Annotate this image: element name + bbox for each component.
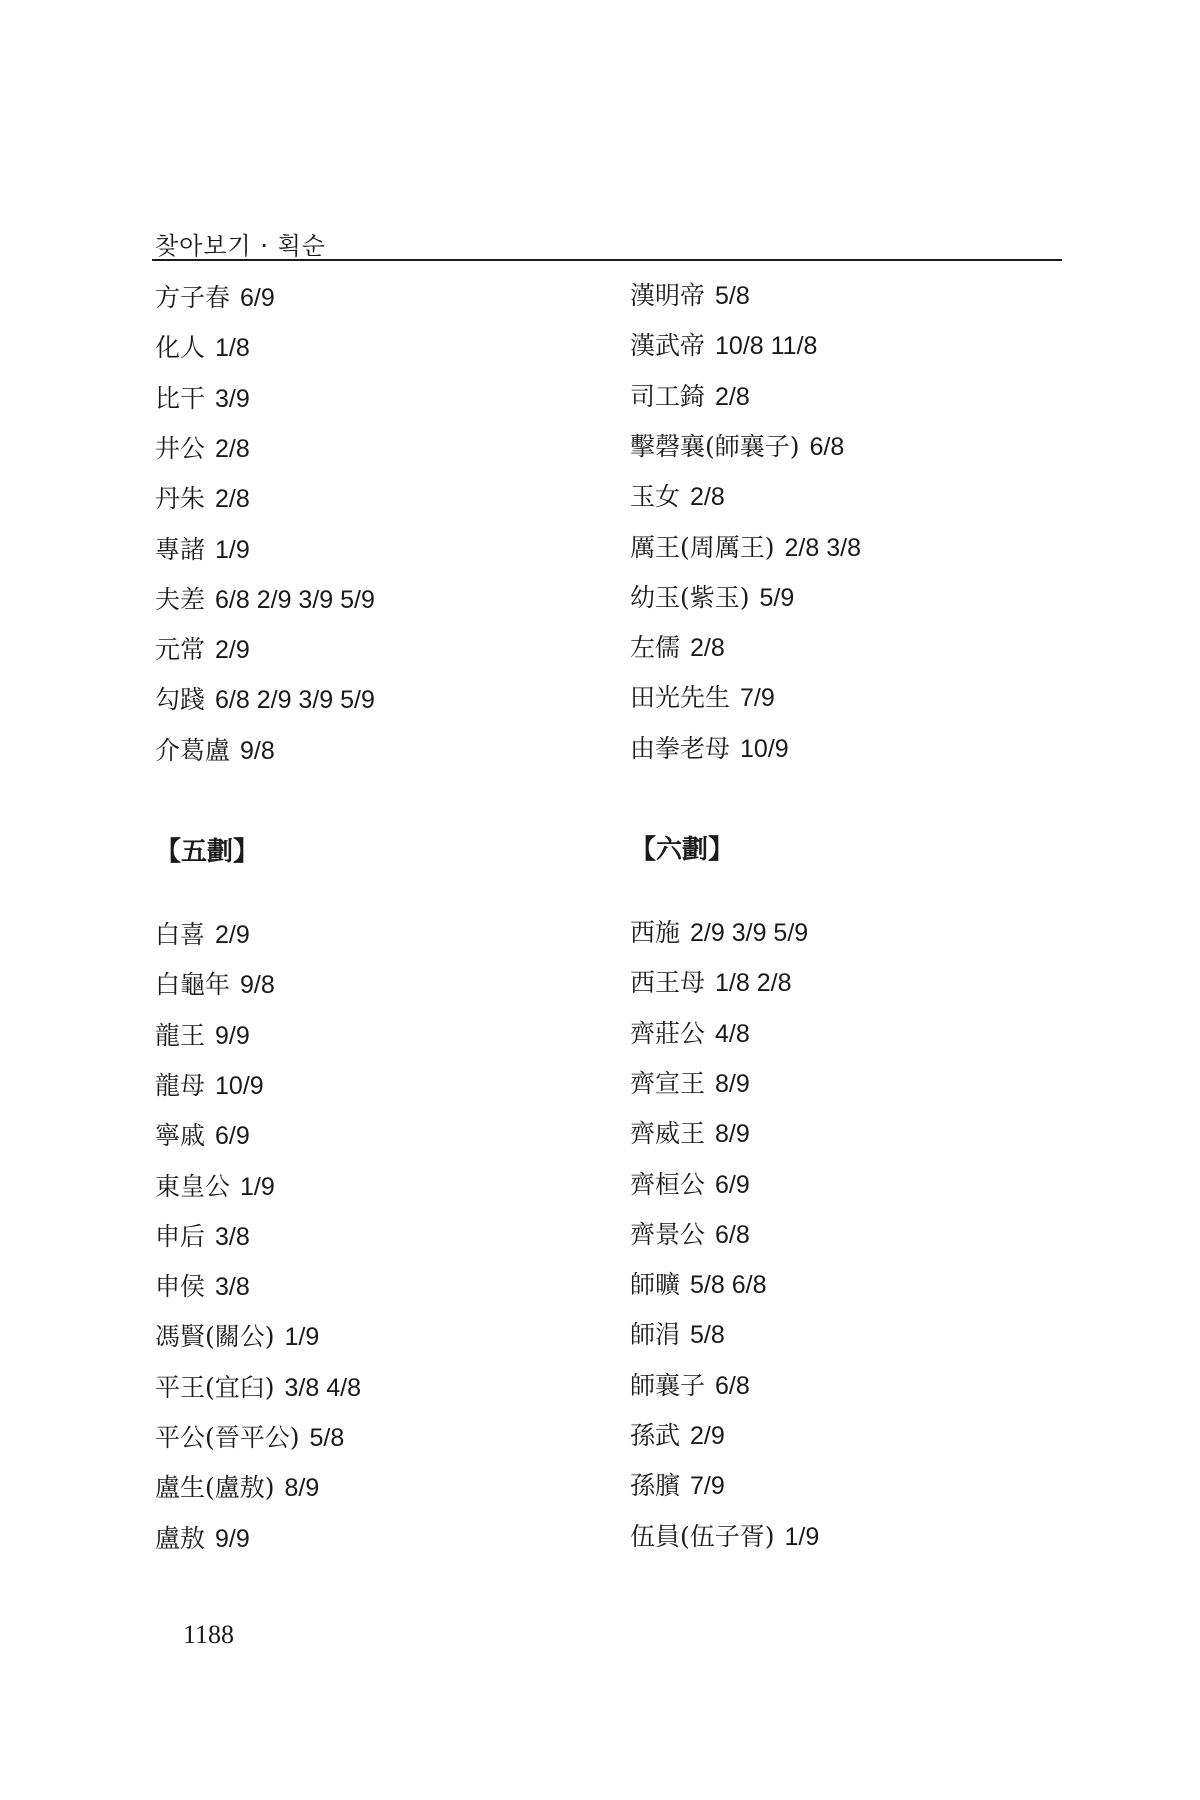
entry-name: 玉女 xyxy=(630,482,681,512)
entry-name: 幼玉(紫玉) xyxy=(630,582,750,612)
entry-name: 元常 xyxy=(155,635,206,665)
entry-name: 孫臏 xyxy=(630,1471,681,1501)
index-entry xyxy=(630,1169,750,1201)
index-entry xyxy=(155,1171,275,1203)
entry-name: 齊景公 xyxy=(630,1219,706,1249)
entry-refs: 4/8 xyxy=(715,1019,750,1048)
entry-refs: 5/8 xyxy=(309,1424,345,1452)
entry-name: 師涓 xyxy=(630,1320,681,1350)
index-entry xyxy=(155,684,375,716)
entry-refs: 2/8 xyxy=(715,382,750,411)
index-entry xyxy=(155,1271,250,1303)
entry-refs: 8/9 xyxy=(715,1120,750,1149)
entry-refs: 3/9 xyxy=(215,384,250,413)
entry-name: 漢明帝 xyxy=(630,281,706,310)
entry-name: 齊威王 xyxy=(630,1119,706,1149)
index-entry xyxy=(630,1319,725,1351)
entry-refs: 6/9 xyxy=(240,284,275,312)
entry-name: 夫差 xyxy=(155,584,206,614)
entry-name: 井公 xyxy=(155,433,206,463)
running-head: 찾아보기 · 획순 xyxy=(155,232,326,260)
entry-refs: 6/8 2/9 3/9 5/9 xyxy=(215,686,375,715)
index-entry xyxy=(630,532,861,564)
index-entry xyxy=(155,383,250,415)
entry-name: 白龜年 xyxy=(155,970,231,1000)
entry-name: 司工錡 xyxy=(630,381,706,411)
entry-refs: 2/8 xyxy=(690,483,725,512)
index-entry xyxy=(155,584,375,616)
index-entry xyxy=(630,1269,766,1301)
index-entry xyxy=(630,1521,819,1553)
entry-name: 馮賢(關公) xyxy=(155,1322,275,1352)
index-entry xyxy=(630,632,725,664)
index-entry xyxy=(155,969,275,1001)
entry-name: 寧戚 xyxy=(155,1121,206,1151)
entry-name: 田光先生 xyxy=(630,683,731,713)
entry-name: 伍員(伍子胥) xyxy=(630,1521,775,1551)
entry-refs: 1/8 2/8 xyxy=(715,969,792,998)
index-entry xyxy=(155,1120,250,1152)
index-entry xyxy=(155,534,250,566)
index-entry xyxy=(155,483,250,515)
index-entry xyxy=(630,431,844,463)
entry-name: 專諸 xyxy=(155,534,206,564)
index-entry xyxy=(630,917,808,949)
entry-refs: 6/9 xyxy=(215,1122,250,1151)
entry-name: 勾踐 xyxy=(155,685,206,715)
entry-name: 齊莊公 xyxy=(630,1018,706,1048)
entry-refs: 6/8 2/9 3/9 5/9 xyxy=(215,585,375,614)
entry-refs: 3/8 xyxy=(215,1222,250,1251)
entry-name: 盧生(盧敖) xyxy=(155,1473,275,1503)
entry-refs: 5/8 6/8 xyxy=(690,1271,767,1300)
entry-name: 厲王(周厲王) xyxy=(630,532,775,562)
index-entry xyxy=(630,1118,750,1150)
entry-name: 比干 xyxy=(155,383,206,413)
index-entry xyxy=(155,1422,344,1454)
entry-refs: 9/8 xyxy=(240,736,275,765)
entry-name: 申后 xyxy=(155,1221,206,1251)
index-entry xyxy=(630,1370,750,1402)
entry-name: 龍母 xyxy=(155,1070,206,1100)
entry-refs: 9/8 xyxy=(240,971,275,1000)
entry-name: 師曠 xyxy=(630,1270,681,1300)
entry-refs: 2/8 3/8 xyxy=(784,533,861,562)
entry-refs: 10/9 xyxy=(215,1071,264,1100)
entry-refs: 2/9 xyxy=(215,636,250,665)
entry-name: 化人 xyxy=(155,333,206,363)
entry-refs: 8/9 xyxy=(284,1474,320,1503)
entry-refs: 2/8 xyxy=(690,634,725,663)
entry-name: 孫武 xyxy=(630,1421,681,1450)
index-entry xyxy=(630,1420,725,1452)
entry-refs: 2/9 3/9 5/9 xyxy=(690,919,809,947)
entry-name: 平王(宜臼) xyxy=(155,1372,275,1402)
entry-refs: 3/8 4/8 xyxy=(284,1373,361,1402)
entry-refs: 6/8 xyxy=(715,1371,750,1400)
entry-name: 丹朱 xyxy=(155,484,206,514)
index-entry xyxy=(630,967,791,999)
entry-refs: 7/9 xyxy=(690,1472,725,1501)
entry-name: 申侯 xyxy=(155,1272,206,1302)
index-entry xyxy=(155,919,250,951)
index-entry xyxy=(630,381,750,413)
entry-refs: 1/9 xyxy=(215,535,250,564)
index-entry xyxy=(630,481,725,513)
index-entry xyxy=(155,735,275,767)
index-entry xyxy=(155,1020,250,1052)
index-entry xyxy=(630,582,794,614)
entry-name: 西王母 xyxy=(630,968,706,998)
entry-refs: 1/9 xyxy=(284,1323,320,1352)
entry-refs: 2/9 xyxy=(690,1422,725,1450)
entry-refs: 5/8 xyxy=(690,1321,725,1350)
entry-name: 東皇公 xyxy=(155,1171,231,1201)
entry-refs: 9/9 xyxy=(215,1524,250,1553)
index-entry xyxy=(630,682,775,714)
entry-name: 盧敖 xyxy=(155,1523,206,1553)
index-entry xyxy=(630,280,750,312)
entry-refs: 5/9 xyxy=(759,583,795,612)
entry-name: 左儒 xyxy=(630,633,681,663)
index-entry xyxy=(630,330,817,362)
entry-name: 介葛盧 xyxy=(155,735,231,765)
index-entry xyxy=(155,332,250,364)
index-entry xyxy=(155,634,250,666)
entry-name: 龍王 xyxy=(155,1020,206,1050)
index-entry xyxy=(630,1068,750,1100)
index-entry xyxy=(155,1221,250,1253)
entry-name: 平公(晉平公) xyxy=(155,1423,300,1452)
index-entry xyxy=(155,1372,361,1404)
entry-name: 白喜 xyxy=(155,920,206,949)
entry-refs: 10/9 xyxy=(740,734,789,763)
index-entry xyxy=(630,1219,750,1251)
entry-name: 漢武帝 xyxy=(630,331,706,361)
index-entry xyxy=(630,1018,750,1050)
index-entry xyxy=(155,1523,250,1555)
entry-refs: 3/8 xyxy=(215,1273,250,1302)
entry-name: 齊宣王 xyxy=(630,1068,706,1098)
entry-name: 方子春 xyxy=(155,283,231,312)
index-entry xyxy=(155,282,275,314)
entry-refs: 2/8 xyxy=(215,434,250,463)
entry-refs: 5/8 xyxy=(715,282,750,310)
entry-name: 齊桓公 xyxy=(630,1169,706,1199)
entry-refs: 9/9 xyxy=(215,1021,250,1050)
entry-refs: 2/8 xyxy=(215,485,250,514)
entry-refs: 1/8 xyxy=(215,334,250,363)
header-rule xyxy=(152,259,1062,261)
entry-refs: 2/9 xyxy=(215,921,250,949)
index-entry xyxy=(630,1470,725,1502)
entry-refs: 8/9 xyxy=(715,1069,750,1098)
index-entry xyxy=(630,733,789,765)
index-entry xyxy=(155,1070,264,1102)
section-heading: 【五劃】 xyxy=(155,837,260,867)
entry-name: 西施 xyxy=(630,918,681,947)
entry-name: 由拳老母 xyxy=(630,733,731,763)
page-number: 1188 xyxy=(183,1620,235,1649)
entry-name: 擊磬襄(師襄子) xyxy=(630,431,800,461)
entry-refs: 6/9 xyxy=(715,1170,750,1199)
index-entry xyxy=(155,433,250,465)
entry-refs: 1/9 xyxy=(240,1172,275,1201)
entry-refs: 6/8 xyxy=(809,432,845,461)
index-entry xyxy=(155,1472,319,1504)
entry-name: 師襄子 xyxy=(630,1370,706,1400)
entry-refs: 1/9 xyxy=(784,1522,820,1551)
entry-refs: 7/9 xyxy=(740,684,775,713)
entry-refs: 6/8 xyxy=(715,1220,750,1249)
section-heading: 【六劃】 xyxy=(630,835,735,865)
index-entry xyxy=(155,1321,319,1353)
entry-refs: 10/8 11/8 xyxy=(715,332,818,361)
